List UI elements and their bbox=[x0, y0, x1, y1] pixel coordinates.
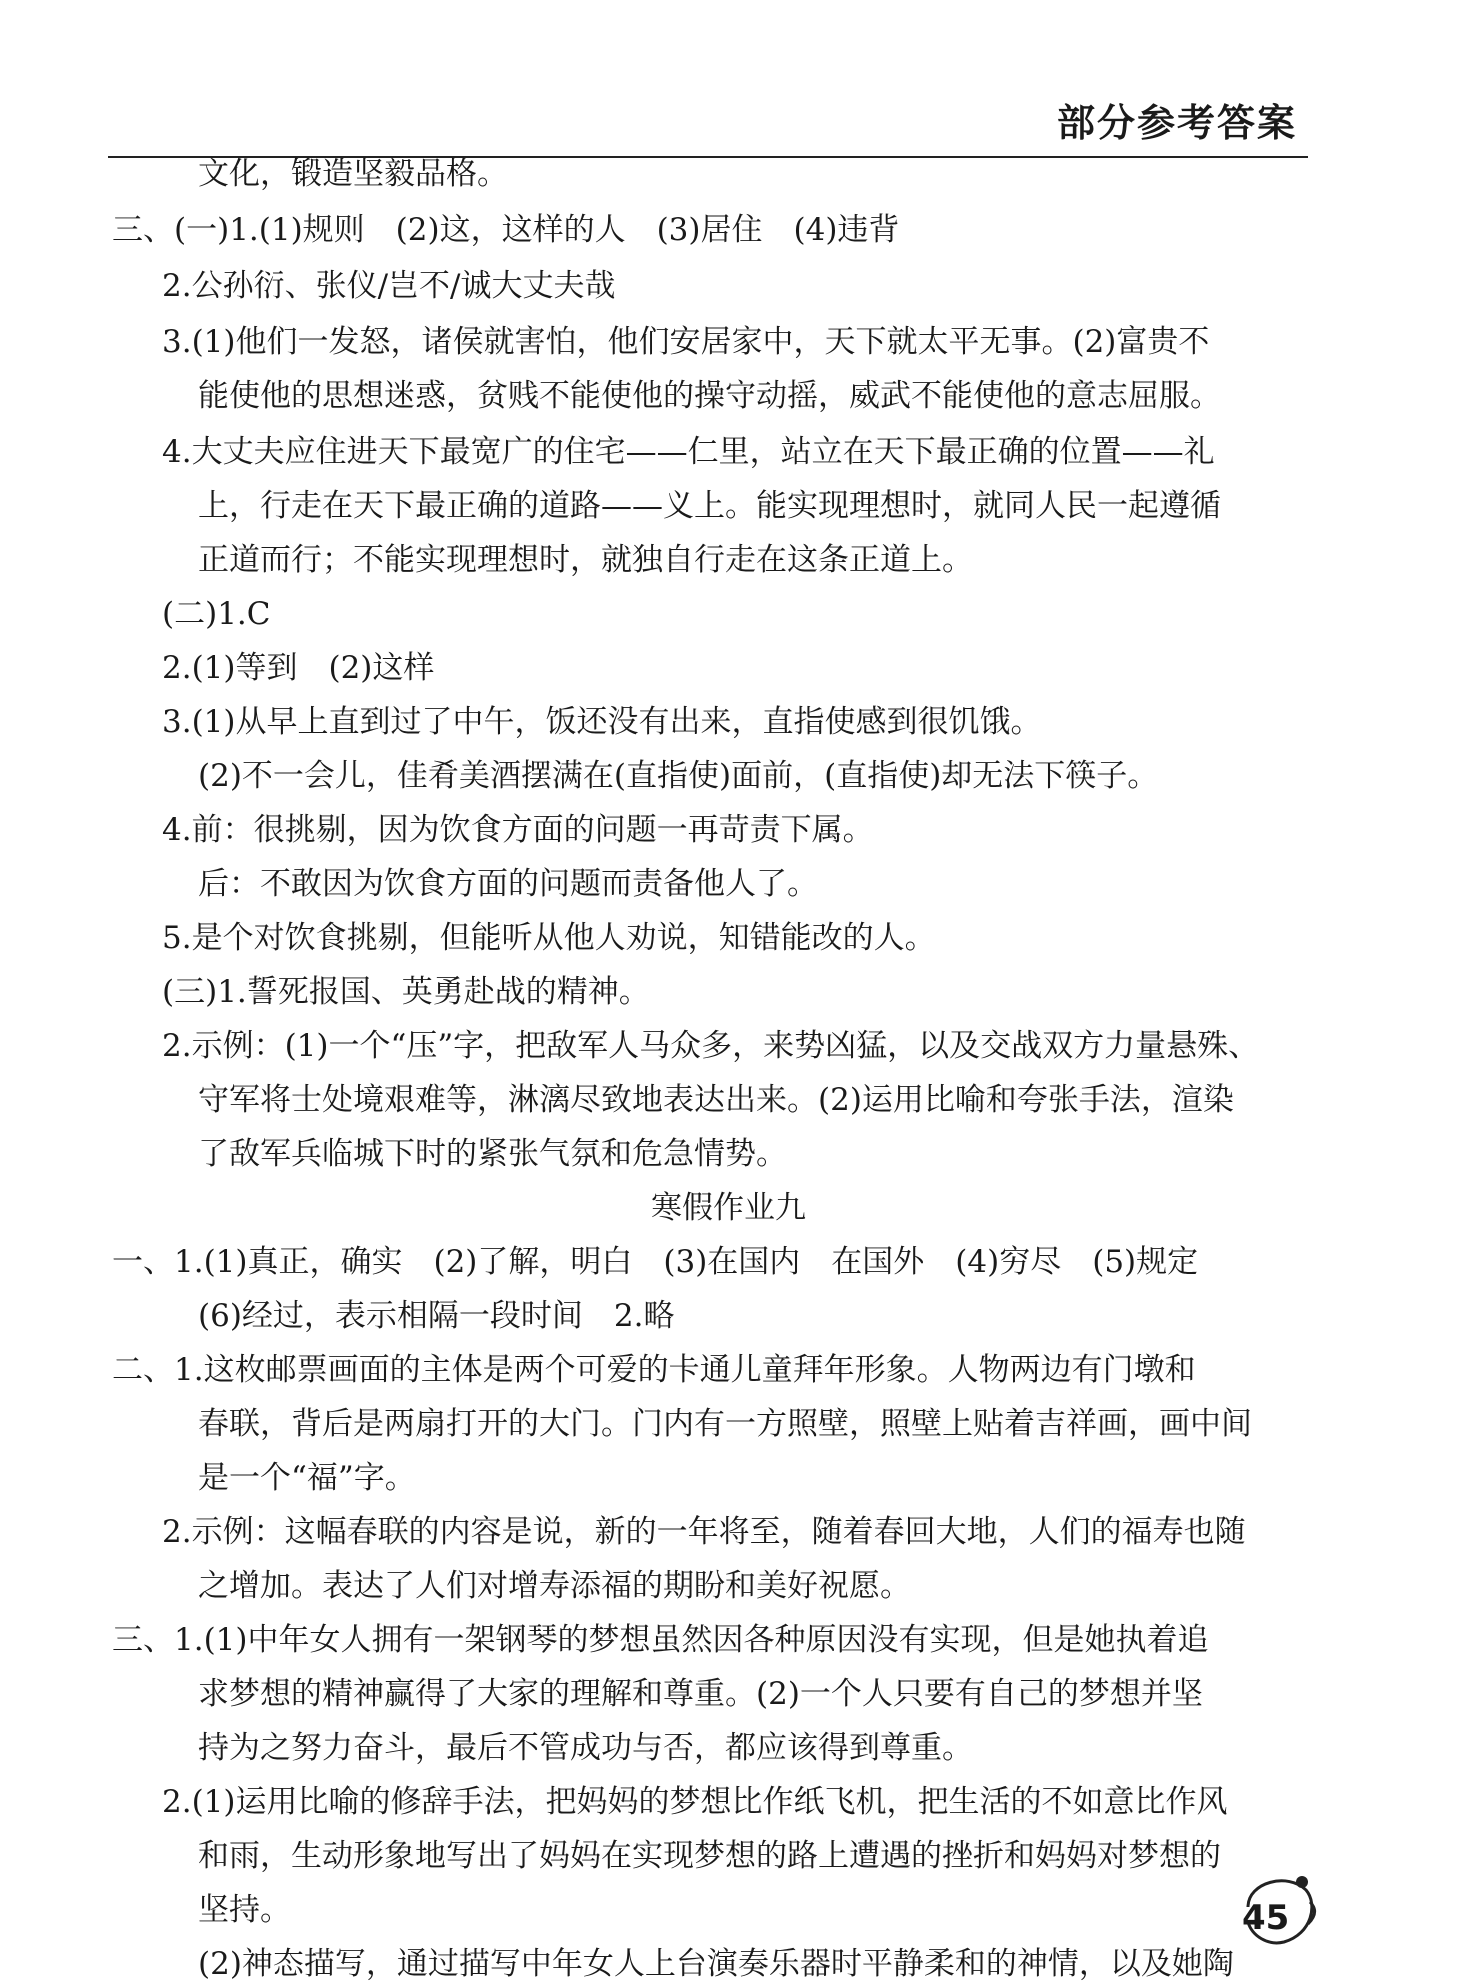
text-line: 4.前：很挑剔，因为饮食方面的问题一再苛责下属。 bbox=[162, 812, 874, 848]
text-line: 和雨，生动形象地写出了妈妈在实现梦想的路上遭遇的挫折和妈妈对梦想的 bbox=[198, 1838, 1221, 1874]
text-line: 3.(1)从早上直到过了中午，饭还没有出来，直指使感到很饥饿。 bbox=[162, 704, 1042, 740]
text-line: 坚持。 bbox=[198, 1892, 291, 1928]
text-line: 是一个“福”字。 bbox=[198, 1460, 416, 1496]
text-line: 文化，锻造坚毅品格。 bbox=[198, 156, 508, 192]
text-line: 2.(1)运用比喻的修辞手法，把妈妈的梦想比作纸飞机，把生活的不如意比作风 bbox=[162, 1784, 1228, 1820]
text-line: 4.大丈夫应住进天下最宽广的住宅——仁里，站立在天下最正确的位置——礼 bbox=[162, 434, 1215, 470]
section-title: 寒假作业九 bbox=[651, 1190, 806, 1226]
text-line: 正道而行；不能实现理想时，就独自行走在这条正道上。 bbox=[198, 542, 973, 578]
text-line: 三、1.(1)中年女人拥有一架钢琴的梦想虽然因各种原因没有实现，但是她执着追 bbox=[112, 1622, 1209, 1658]
text-line: 守军将士处境艰难等，淋漓尽致地表达出来。(2)运用比喻和夸张手法，渲染 bbox=[198, 1082, 1234, 1118]
text-line: 2.(1)等到 (2)这样 bbox=[162, 650, 435, 686]
text-line: 5.是个对饮食挑剔，但能听从他人劝说，知错能改的人。 bbox=[162, 920, 936, 956]
text-line: 春联，背后是两扇打开的大门。门内有一方照壁，照壁上贴着吉祥画，画中间 bbox=[198, 1406, 1252, 1442]
text-line: 2.公孙衍、张仪/岂不/诚大丈夫哉 bbox=[162, 268, 616, 304]
page-number: 45 bbox=[1242, 1898, 1290, 1938]
text-line: (2)不一会儿，佳肴美酒摆满在(直指使)面前，(直指使)却无法下筷子。 bbox=[198, 758, 1159, 794]
text-line: 持为之努力奋斗，最后不管成功与否，都应该得到尊重。 bbox=[198, 1730, 973, 1766]
text-line: 能使他的思想迷惑，贫贱不能使他的操守动摇，威武不能使他的意志屈服。 bbox=[198, 378, 1221, 414]
text-line: 后：不敢因为饮食方面的问题而责备他人了。 bbox=[198, 866, 818, 902]
text-line: 一、1.(1)真正，确实 (2)了解，明白 (3)在国内 在国外 (4)穷尽 (5)规定 bbox=[112, 1244, 1199, 1280]
text-line: 求梦想的精神赢得了大家的理解和尊重。(2)一个人只要有自己的梦想并坚 bbox=[198, 1676, 1203, 1712]
page-header-title: 部分参考答案 bbox=[1056, 101, 1297, 145]
text-line: 上，行走在天下最正确的道路——义上。能实现理想时，就同人民一起遵循 bbox=[198, 488, 1221, 524]
text-line: 了敌军兵临城下时的紧张气氛和危急情势。 bbox=[198, 1136, 787, 1172]
text-line: (二)1.C bbox=[162, 596, 271, 632]
text-line: 2.示例：这幅春联的内容是说，新的一年将至，随着春回大地，人们的福寿也随 bbox=[162, 1514, 1246, 1550]
text-line: 三、(一)1.(1)规则 (2)这，这样的人 (3)居住 (4)违背 bbox=[112, 212, 900, 248]
text-line: (三)1.誓死报国、英勇赴战的精神。 bbox=[162, 974, 650, 1010]
text-line: 2.示例：(1)一个“压”字，把敌军人马众多，来势凶猛，以及交战双方力量悬殊、 bbox=[162, 1028, 1260, 1064]
text-line: 之增加。表达了人们对增寿添福的期盼和美好祝愿。 bbox=[198, 1568, 911, 1604]
text-line: 二、1.这枚邮票画面的主体是两个可爱的卡通儿童拜年形象。人物两边有门墩和 bbox=[112, 1352, 1196, 1388]
text-line: (6)经过，表示相隔一段时间 2.略 bbox=[198, 1298, 675, 1334]
text-line: 3.(1)他们一发怒，诸侯就害怕，他们安居家中，天下就太平无事。(2)富贵不 bbox=[162, 324, 1210, 360]
text-line: (2)神态描写，通过描写中年女人上台演奏乐器时平静柔和的神情，以及她陶 bbox=[198, 1946, 1234, 1982]
